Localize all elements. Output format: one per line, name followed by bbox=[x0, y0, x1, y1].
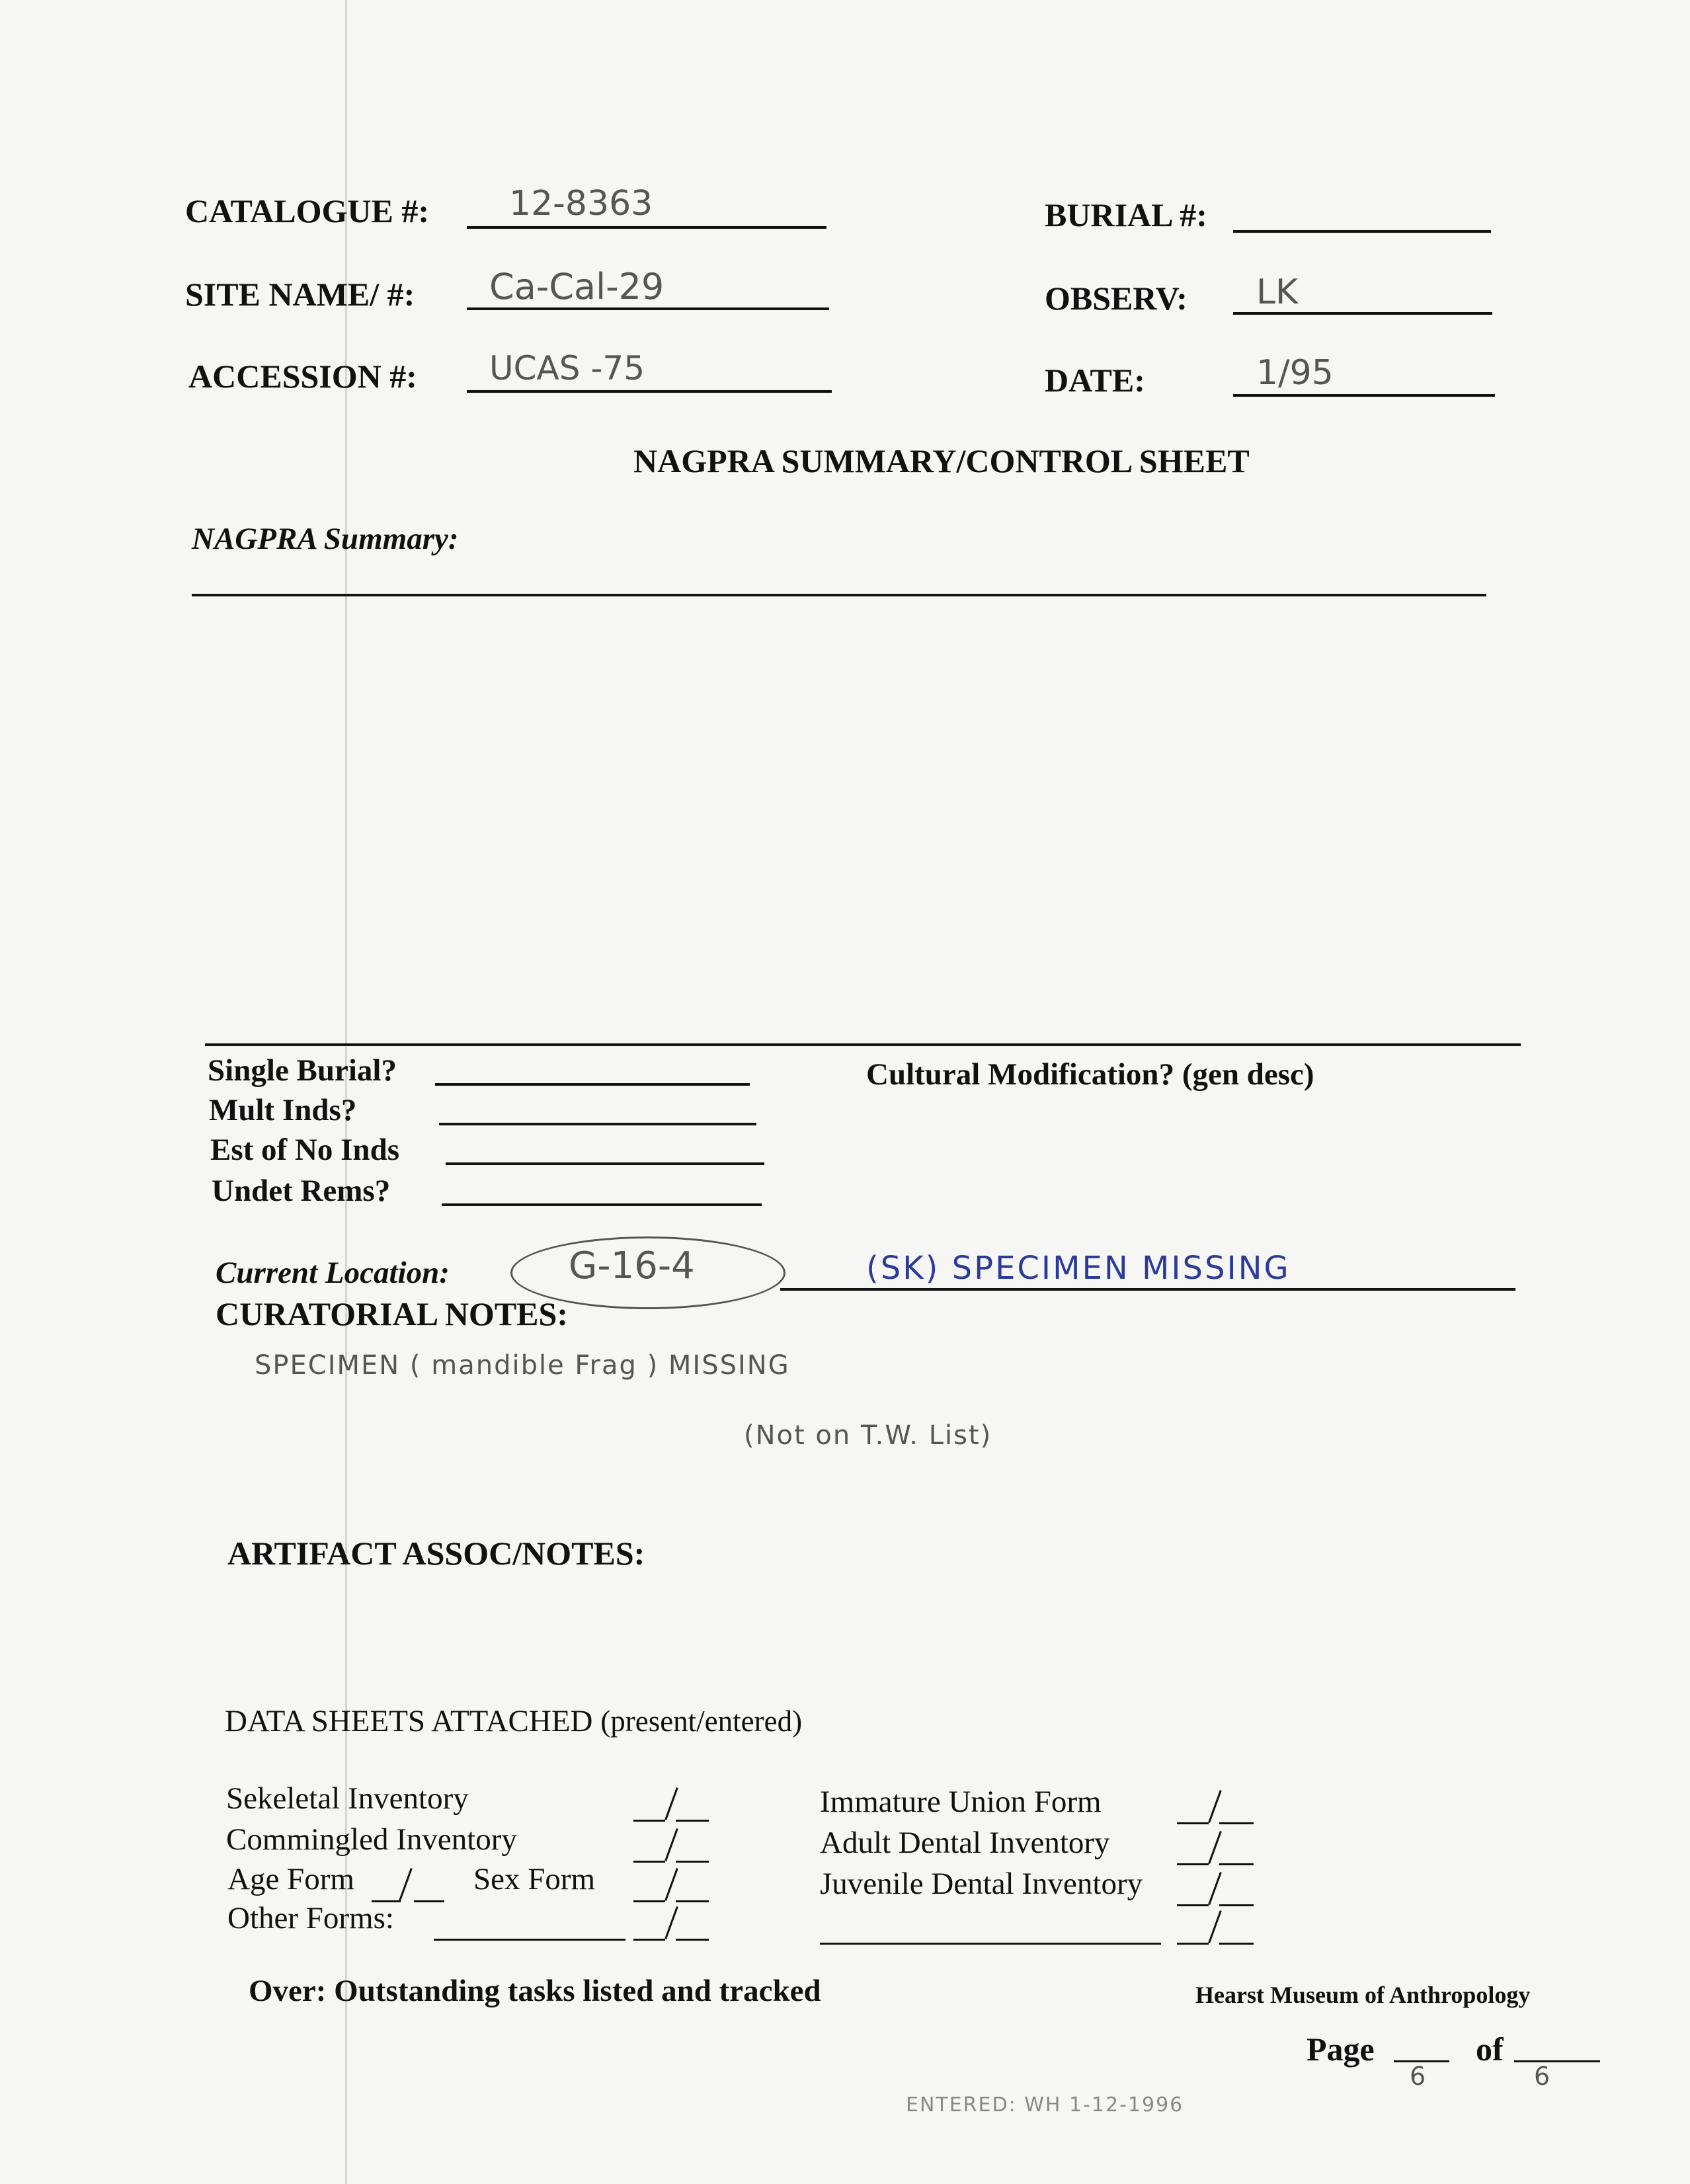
catalogue-line bbox=[467, 226, 826, 229]
burial-label: BURIAL #: bbox=[1045, 196, 1207, 233]
date-value[interactable]: 1/95 bbox=[1256, 353, 1334, 393]
location-line bbox=[780, 1288, 1515, 1291]
single-burial-line[interactable] bbox=[435, 1083, 750, 1086]
immature-slash bbox=[1208, 1790, 1222, 1823]
single-burial-label: Single Burial? bbox=[208, 1053, 397, 1088]
sex-entered-line[interactable] bbox=[676, 1900, 709, 1902]
sex-present-line[interactable] bbox=[633, 1900, 665, 1902]
immature-entered-line[interactable] bbox=[1219, 1822, 1254, 1824]
observ-label: OBSERV: bbox=[1045, 280, 1187, 317]
burial-line bbox=[1233, 230, 1491, 233]
commingled-entered-line[interactable] bbox=[676, 1861, 709, 1863]
current-location-value[interactable]: G-16-4 bbox=[569, 1244, 695, 1287]
cultural-mod-label: Cultural Modification? (gen desc) bbox=[866, 1057, 1314, 1092]
current-location-label: Current Location: bbox=[216, 1256, 450, 1290]
extra-entered-line[interactable] bbox=[1219, 1943, 1254, 1945]
curatorial-label: CURATORIAL NOTES: bbox=[216, 1295, 568, 1332]
adult-dental-entered-line[interactable] bbox=[1219, 1863, 1254, 1865]
undet-rems-label: Undet Rems? bbox=[212, 1174, 391, 1208]
skeletal-entered-line[interactable] bbox=[676, 1820, 709, 1822]
date-label: DATE: bbox=[1045, 362, 1145, 399]
page-number: 6 bbox=[1410, 2062, 1426, 2091]
site-value[interactable]: Ca-Cal-29 bbox=[489, 266, 664, 307]
skeletal-present-line[interactable] bbox=[633, 1820, 665, 1822]
est-inds-label: Est of No Inds bbox=[210, 1133, 399, 1167]
extra-present-line[interactable] bbox=[1177, 1943, 1209, 1945]
adult-dental-present-line[interactable] bbox=[1177, 1863, 1209, 1865]
catalogue-value[interactable]: 12-8363 bbox=[509, 184, 653, 223]
immature-union-label: Immature Union Form bbox=[820, 1785, 1102, 1819]
skeletal-slash bbox=[664, 1787, 678, 1820]
juvenile-dental-label: Juvenile Dental Inventory bbox=[820, 1867, 1143, 1901]
undet-rems-line[interactable] bbox=[442, 1203, 762, 1206]
site-label: SITE NAME/ #: bbox=[185, 276, 415, 313]
adult-dental-slash bbox=[1208, 1831, 1222, 1864]
location-note[interactable]: (SK) SPECIMEN MISSING bbox=[866, 1250, 1291, 1287]
adult-dental-label: Adult Dental Inventory bbox=[820, 1826, 1110, 1860]
age-slash bbox=[399, 1868, 413, 1901]
summary-label: NAGPRA Summary: bbox=[192, 522, 459, 556]
accession-line bbox=[467, 390, 832, 393]
date-line bbox=[1233, 394, 1495, 397]
summary-rule bbox=[192, 594, 1486, 596]
other-forms-label: Other Forms: bbox=[227, 1901, 394, 1935]
age-entered-line[interactable] bbox=[414, 1900, 444, 1902]
of-label: of bbox=[1476, 2031, 1504, 2068]
extra-form-line[interactable] bbox=[820, 1943, 1161, 1945]
data-sheets-heading bbox=[225, 1703, 802, 1739]
juvenile-dental-present-line[interactable] bbox=[1177, 1904, 1209, 1906]
burial-info-rule bbox=[205, 1043, 1521, 1046]
juvenile-dental-slash bbox=[1208, 1872, 1222, 1905]
accession-label: ACCESSION #: bbox=[188, 358, 417, 395]
sex-slash bbox=[664, 1868, 678, 1901]
museum-name: Hearst Museum of Anthropology bbox=[1195, 1982, 1531, 2008]
immature-present-line[interactable] bbox=[1177, 1822, 1209, 1824]
page-total-line bbox=[1514, 2060, 1600, 2062]
est-inds-line[interactable] bbox=[446, 1162, 764, 1165]
artifact-label: ARTIFACT ASSOC/NOTES: bbox=[227, 1535, 645, 1572]
site-line bbox=[467, 307, 829, 310]
data-sheets-suffix: (present/entered) bbox=[600, 1705, 803, 1738]
commingled-present-line[interactable] bbox=[633, 1861, 665, 1863]
observ-value[interactable]: LK bbox=[1256, 272, 1299, 312]
other-present-line[interactable] bbox=[633, 1939, 665, 1941]
curatorial-note-2[interactable]: (Not on T.W. List) bbox=[744, 1420, 992, 1451]
mult-inds-label: Mult Inds? bbox=[209, 1093, 357, 1127]
page-total: 6 bbox=[1534, 2062, 1550, 2091]
over-note: Over: Outstanding tasks listed and tracked bbox=[249, 1974, 821, 2008]
extra-slash bbox=[1208, 1910, 1222, 1943]
catalogue-label: CATALOGUE #: bbox=[185, 192, 429, 229]
commingled-slash bbox=[664, 1828, 678, 1861]
mult-inds-line[interactable] bbox=[439, 1123, 756, 1125]
commingled-inventory-label: Commingled Inventory bbox=[226, 1822, 517, 1857]
form-title: NAGPRA SUMMARY/CONTROL SHEET bbox=[633, 442, 1250, 479]
other-entered-line[interactable] bbox=[676, 1939, 709, 1941]
accession-value[interactable]: UCAS -75 bbox=[489, 349, 645, 387]
data-sheets-title: DATA SHEETS ATTACHED bbox=[225, 1704, 593, 1738]
juvenile-dental-entered-line[interactable] bbox=[1219, 1904, 1254, 1906]
page-label: Page bbox=[1307, 2031, 1375, 2068]
curatorial-note-1[interactable]: SPECIMEN ( mandible Frag ) MISSING bbox=[255, 1350, 790, 1381]
other-slash bbox=[664, 1906, 678, 1939]
age-form-label: Age Form bbox=[227, 1862, 354, 1896]
sex-form-label: Sex Form bbox=[473, 1862, 596, 1896]
skeletal-inventory-label: Sekeletal Inventory bbox=[226, 1781, 469, 1816]
entered-stamp: ENTERED: WH 1-12-1996 bbox=[906, 2093, 1184, 2117]
other-forms-line[interactable] bbox=[434, 1939, 625, 1941]
observ-line bbox=[1233, 312, 1492, 315]
